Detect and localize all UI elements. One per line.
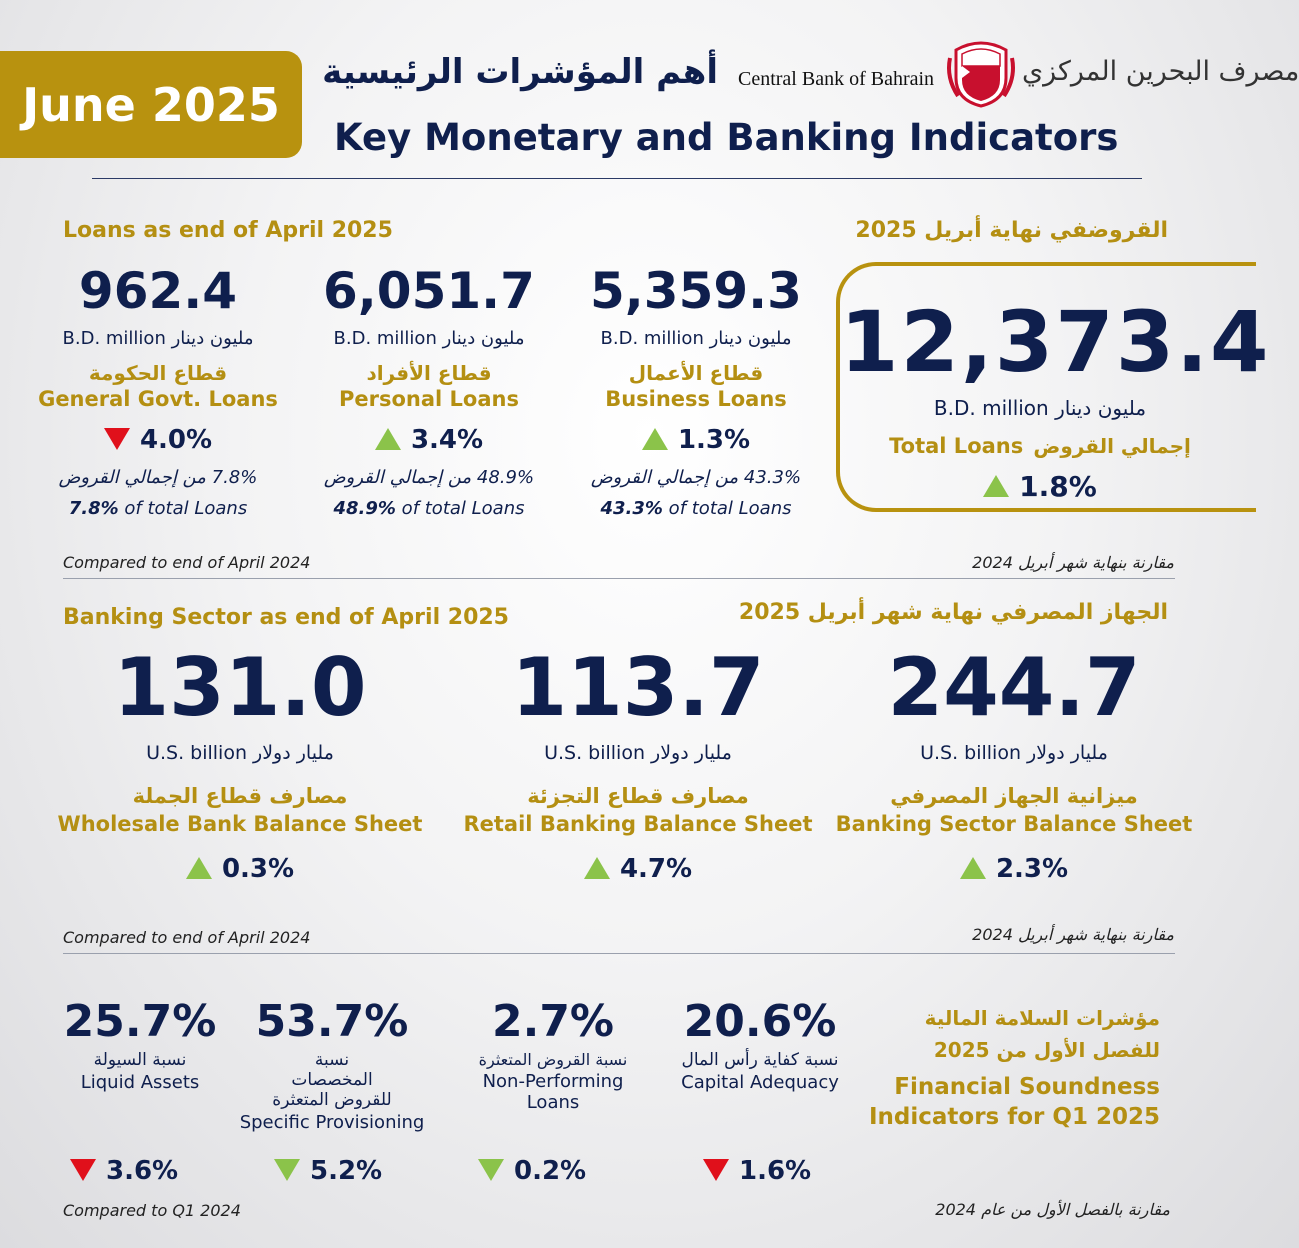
total-loans-label-en: Total Loans — [889, 434, 1024, 458]
loan-change: 3.4% — [410, 425, 484, 455]
loans-compare-note-en: Compared to end of April 2024 — [63, 553, 311, 572]
fsi-column-npl — [468, 996, 638, 1113]
loan-label-ar: قطاع الحكومة — [88, 361, 228, 385]
banking-label-en: Banking Sector Balance Sheet — [835, 812, 1193, 836]
total-loans-value: 12,373.4 — [840, 293, 1271, 391]
bahrain-emblem-icon — [948, 38, 1014, 108]
title-arabic: أهم المؤشرات الرئيسية — [322, 52, 718, 92]
banking-unit: U.S. billion مليار دولار — [146, 742, 334, 764]
section-divider — [63, 578, 1175, 579]
fsi-compare-note-ar: مقارنة بالفصل الأول من عام 2024 — [935, 1200, 1170, 1219]
loan-label-en: Business Loans — [605, 387, 787, 411]
fsi-heading-en-1: Financial Soundness — [894, 1074, 1160, 1100]
fsi-heading-ar-2: للفصل الأول من 2025 — [933, 1038, 1160, 1062]
section-divider — [63, 953, 1175, 954]
fsi-change-npl — [478, 1156, 586, 1186]
fsi-label-en: Non-Performing Loans — [482, 1071, 624, 1113]
date-badge — [0, 51, 302, 158]
loan-value: 962.4 — [78, 262, 238, 320]
down-arrow-icon — [274, 1159, 300, 1181]
loan-share-pct: 43.3% — [600, 498, 663, 519]
loan-share-en — [28, 498, 288, 519]
loan-share-en — [566, 498, 826, 519]
banking-column-wholesale — [40, 641, 440, 884]
banking-column-retail — [438, 641, 838, 884]
loan-share-text: of total Loans — [395, 498, 525, 519]
date-badge-text: June 2025 — [22, 77, 280, 132]
banking-label-en: Retail Banking Balance Sheet — [463, 812, 813, 836]
fsi-change-capital — [703, 1156, 811, 1186]
banking-change: 2.3% — [995, 854, 1069, 884]
fsi-column-provisioning — [226, 996, 438, 1133]
loan-share-pct: 48.9% — [333, 498, 396, 519]
fsi-label-ar: نسبة المخصصات للقروض المتعثرة — [272, 1050, 392, 1110]
loan-share-ar: 48.9% من إجمالي القروض — [323, 467, 535, 488]
banking-column-sector — [814, 641, 1214, 884]
loan-column-government — [28, 262, 288, 519]
banking-label-ar: مصارف قطاع الجملة — [132, 784, 348, 808]
fsi-change-liquid — [70, 1156, 178, 1186]
loan-column-business — [566, 262, 826, 519]
up-arrow-icon — [642, 428, 668, 450]
loan-label-en: General Govt. Loans — [38, 387, 278, 411]
up-arrow-icon — [375, 428, 401, 450]
fsi-column-liquid-assets — [40, 996, 240, 1093]
down-arrow-icon — [104, 428, 130, 450]
fsi-value: 20.6% — [683, 996, 837, 1047]
loan-share-en — [299, 498, 559, 519]
loan-unit: B.D. million مليون دينار — [62, 328, 254, 349]
bank-name-arabic: مصرف البحرين المركزي — [1022, 56, 1299, 87]
banking-label-ar: مصارف قطاع التجزئة — [527, 784, 749, 808]
fsi-heading-ar-1: مؤشرات السلامة المالية — [924, 1006, 1160, 1030]
banking-value: 131.0 — [113, 641, 367, 734]
loan-label-en: Personal Loans — [339, 387, 519, 411]
total-loans-label-ar: إجمالي القروض — [1033, 434, 1191, 458]
fsi-value: 2.7% — [491, 996, 615, 1047]
loan-unit: B.D. million مليون دينار — [333, 328, 525, 349]
loans-compare-note-ar: مقارنة بنهاية شهر أبريل 2024 — [972, 553, 1174, 572]
up-arrow-icon — [186, 857, 212, 879]
banking-unit: U.S. billion مليار دولار — [920, 742, 1108, 764]
fsi-label-en: Capital Adequacy — [681, 1072, 839, 1093]
loan-share-text: of total Loans — [662, 498, 792, 519]
down-arrow-icon — [703, 1159, 729, 1181]
fsi-heading-en-2: Indicators for Q1 2025 — [868, 1104, 1160, 1130]
loan-column-personal — [299, 262, 559, 519]
fsi-label-ar: نسبة كفاية رأس المال — [681, 1050, 839, 1070]
fsi-value: 53.7% — [255, 996, 409, 1047]
loan-label-ar: قطاع الأعمال — [628, 361, 764, 385]
loans-heading-en: Loans as end of April 2025 — [63, 218, 393, 243]
down-arrow-icon — [70, 1159, 96, 1181]
up-arrow-icon — [584, 857, 610, 879]
loan-value: 5,359.3 — [590, 262, 802, 320]
loan-value: 6,051.7 — [323, 262, 535, 320]
loan-unit: B.D. million مليون دينار — [600, 328, 792, 349]
fsi-label-en: Liquid Assets — [80, 1072, 200, 1093]
fsi-compare-note-en: Compared to Q1 2024 — [63, 1201, 241, 1220]
banking-label-ar: ميزانية الجهاز المصرفي — [890, 784, 1138, 808]
banking-heading-ar: الجهاز المصرفي نهاية شهر أبريل 2025 — [738, 600, 1168, 625]
fsi-change: 5.2% — [310, 1156, 383, 1186]
fsi-change: 0.2% — [514, 1156, 587, 1186]
total-loans — [840, 293, 1271, 503]
fsi-label-ar: نسبة السيولة — [93, 1050, 187, 1070]
loan-share-ar: 7.8% من إجمالي القروض — [58, 467, 258, 488]
fsi-label-en: Specific Provisioning — [239, 1112, 425, 1133]
fsi-column-capital-adequacy — [660, 996, 860, 1093]
loan-label-ar: قطاع الأفراد — [366, 361, 492, 385]
fsi-heading — [860, 1006, 1160, 1130]
loan-share-ar: 43.3% من إجمالي القروض — [590, 467, 802, 488]
banking-change: 4.7% — [619, 854, 693, 884]
header-divider — [92, 178, 1142, 179]
loan-share-text: of total Loans — [118, 498, 248, 519]
banking-compare-note-ar: مقارنة بنهاية شهر أبريل 2024 — [972, 925, 1174, 944]
banking-value: 113.7 — [511, 641, 765, 734]
fsi-change: 3.6% — [106, 1156, 179, 1186]
up-arrow-icon — [960, 857, 986, 879]
loan-change: 1.3% — [677, 425, 751, 455]
loan-change: 4.0% — [139, 425, 213, 455]
fsi-change: 1.6% — [739, 1156, 812, 1186]
banking-value: 244.7 — [887, 641, 1141, 734]
banking-unit: U.S. billion مليار دولار — [544, 742, 732, 764]
bank-name-english: Central Bank of Bahrain — [738, 68, 935, 90]
total-loans-unit: B.D. million مليون دينار — [933, 396, 1147, 420]
down-arrow-icon — [478, 1159, 504, 1181]
banking-change: 0.3% — [221, 854, 295, 884]
loan-share-pct: 7.8% — [68, 498, 119, 519]
fsi-value: 25.7% — [63, 996, 217, 1047]
page-title: Key Monetary and Banking Indicators — [334, 116, 1119, 159]
banking-compare-note-en: Compared to end of April 2024 — [63, 928, 311, 947]
up-arrow-icon — [983, 475, 1009, 497]
loans-heading-ar: القروضفي نهاية أبريل 2025 — [855, 218, 1168, 243]
banking-label-en: Wholesale Bank Balance Sheet — [57, 812, 423, 836]
total-loans-change: 1.8% — [1019, 470, 1097, 503]
banking-heading-en: Banking Sector as end of April 2025 — [63, 605, 509, 630]
fsi-change-provisioning — [274, 1156, 382, 1186]
fsi-label-ar: نسبة القروض المتعثرة — [478, 1050, 628, 1069]
